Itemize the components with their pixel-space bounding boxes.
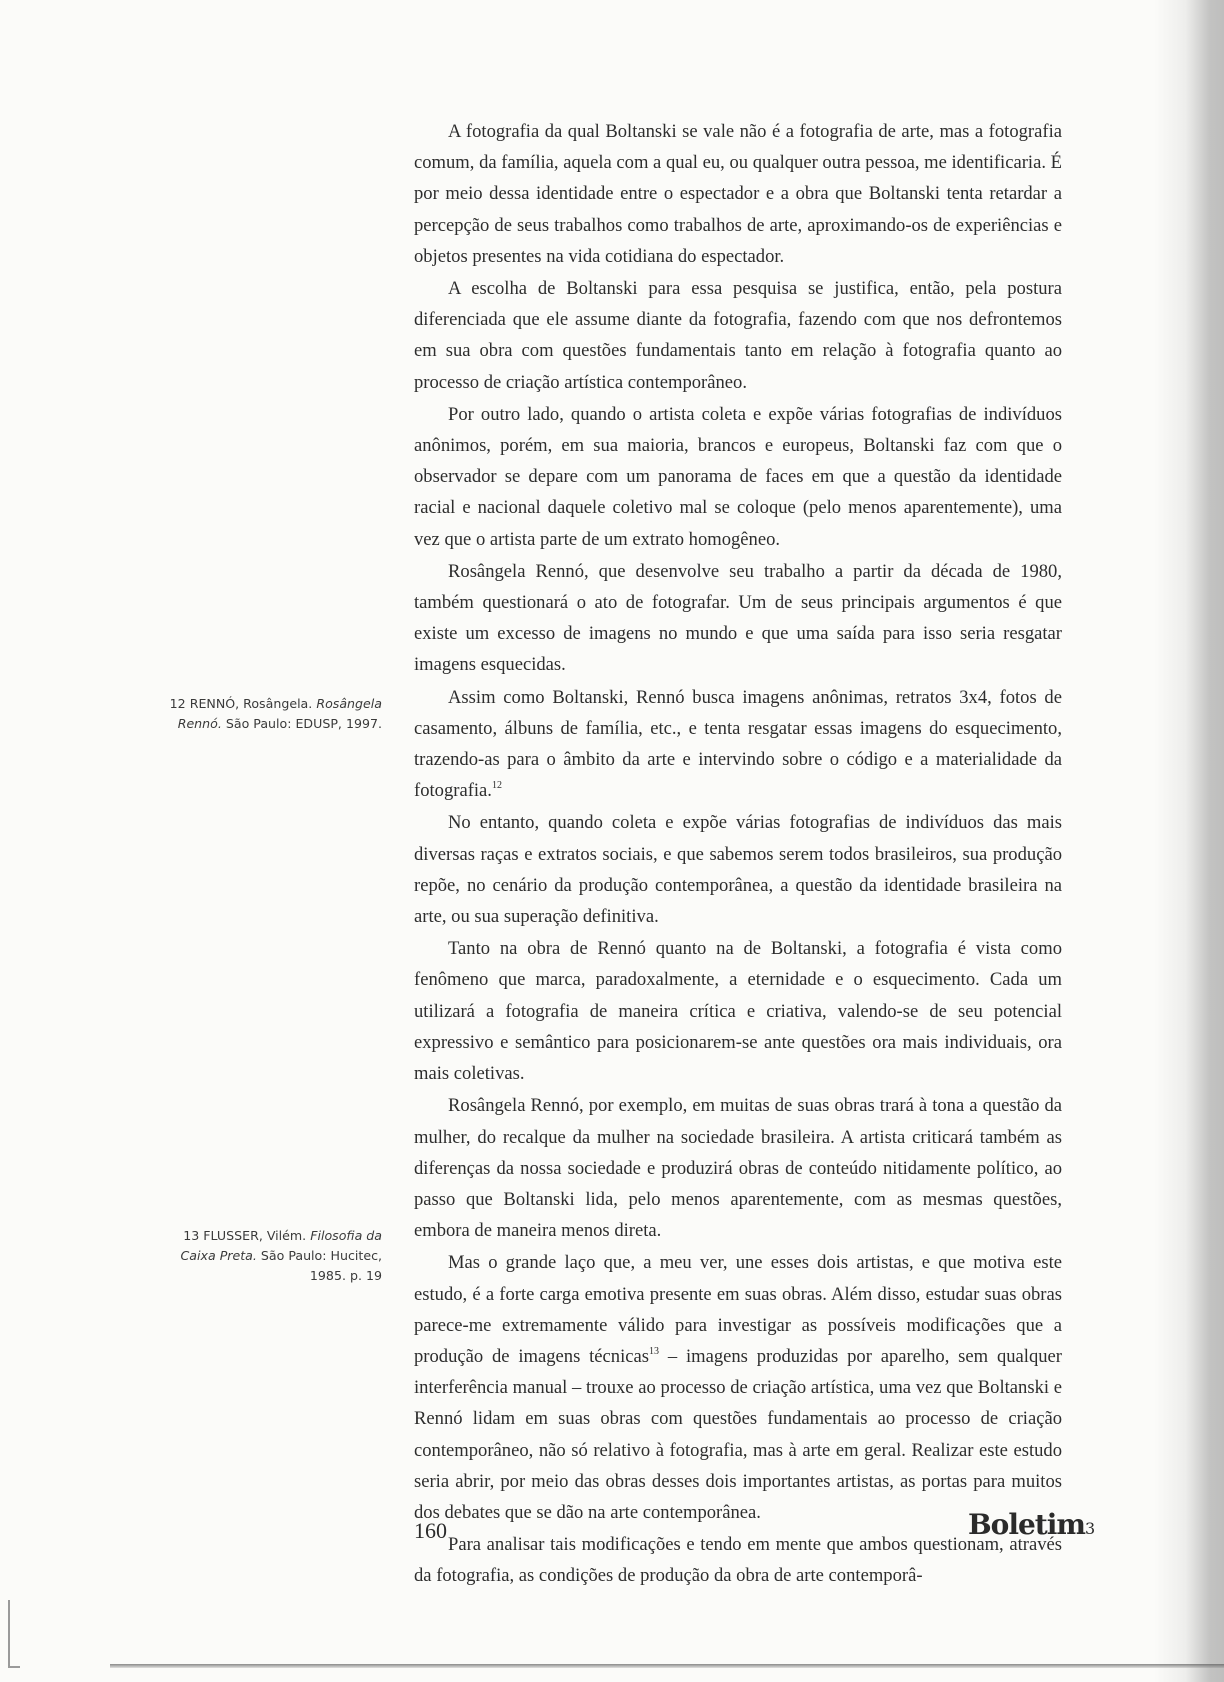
journal-name: Boletim	[968, 1508, 1085, 1541]
crop-mark	[8, 1600, 10, 1668]
paragraph: Rosângela Rennó, que desenvolve seu trabalho a partir da década de 1980, também questionará o ato de fotografar. Um de seus principais argumentos é que existe um excesso de imagens no mundo e que uma saída para isso seria resgatar imagens esquecidas.	[414, 560, 1062, 676]
note-author: RENNÓ, Rosângela.	[189, 696, 313, 711]
note-title: Rosângela Rennó.	[177, 696, 382, 731]
paragraph: Por outro lado, quando o artista coleta e expõe várias fotografias de indivíduos anônimos, porém, em sua maioria, brancos e europeus, Boltanski faz com que o observador se depare com um panorama de faces em que a questão da identidade racial e nacional daquele coletivo mal se coloque (pelo menos aparentemente), uma vez que o artista parte de um extrato homogêneo.	[414, 403, 1062, 550]
margin-note-12	[162, 694, 382, 734]
note-publisher: São Paulo: EDUSP, 1997.	[225, 716, 382, 731]
journal-logo	[968, 1508, 1095, 1541]
journal-issue: 3	[1085, 1519, 1096, 1538]
paragraph-text: Assim como Boltanski, Rennó busca imagens anônimas, retratos 3x4, fotos de casamento, álbuns de família, etc., e tenta resgatar essas imagens do esquecimento, trazendo-as para o âmbito da arte e intervindo sobre o código e a materialidade da fotografia.	[414, 686, 1062, 802]
paragraph	[414, 682, 1062, 807]
footnote-ref-12: 12	[491, 780, 502, 792]
note-number: 13	[183, 1228, 200, 1243]
note-number: 12	[169, 696, 186, 711]
page-number: 160	[414, 1518, 447, 1543]
paragraph-text: Mas o grande laço que, a meu ver, une esses dois artistas, e que motiva este estudo, é a forte carga emotiva presente em suas obras. Além disso, estudar suas obras parece-me extremamente válido para investigar as possíveis modificações que a produção de imagens técnicas	[414, 1252, 1062, 1367]
paragraph: No entanto, quando coleta e expõe várias fotografias de indivíduos das mais diversas raças e extratos sociais, e que sabemos serem todos brasileiros, sua produção repõe, no cenário da produção contemporânea, a questão da identidade brasileira na arte, ou sua superação definitiva.	[414, 812, 1062, 928]
paragraph: Tanto na obra de Rennó quanto na de Boltanski, a fotografia é vista como fenômeno que marca, paradoxalmente, a eternidade e o esquecimento. Cada um utilizará a fotografia de maneira crítica e criativa, valendo-se de seu potencial expressivo e semântico para posicionarem-se ante questões ora mais individuais, ora mais coletivas.	[414, 938, 1062, 1085]
paragraph-text-tail: – imagens produzidas por aparelho, sem qualquer interferência manual – trouxe ao processo de criação artística, uma vez que Boltanski e Rennó lidam em suas obras com questões fundamentais ao processo de criação contemporâneo, não só relativo à fotografia, mas à arte em geral. Realizar este estudo seria abrir, por meio das obras desses dois importantes artistas, as portas para muitos dos debates que se dão na arte contemporânea.	[414, 1345, 1062, 1523]
scan-edge-bottom	[110, 1664, 1224, 1668]
paragraph: Para analisar tais modificações e tendo em mente que ambos questionam, através da fotografia, as condições de produção da obra de arte contemporâ-	[414, 1534, 1062, 1587]
note-author: FLUSSER, Vilém.	[203, 1228, 307, 1243]
paragraph: A fotografia da qual Boltanski se vale não é a fotografia de arte, mas a fotografia comum, da família, aquela com a qual eu, ou qualquer outra pessoa, me identificaria. É por meio dessa identidade entre o espectador e a obra que Boltanski tenta retardar a percepção de seus trabalhos como trabalhos de arte, aproximando-os de experiências e objetos presentes na vida cotidiana do espectador.	[414, 121, 1062, 267]
note-publisher: São Paulo: Hucitec, 1985. p. 19	[260, 1248, 382, 1283]
margin-note-13	[162, 1226, 382, 1286]
footnote-ref-13: 13	[649, 1345, 660, 1357]
paragraph	[414, 1247, 1062, 1528]
paragraph: A escolha de Boltanski para essa pesquisa se justifica, então, pela postura diferenciada que ele assume diante da fotografia, fazendo com que nos defrontemos em sua obra com questões fundamentais tanto em relação à fotografia quanto ao processo de criação artística contemporâneo.	[414, 278, 1062, 393]
paragraph: Rosângela Rennó, por exemplo, em muitas de suas obras trará à tona a questão da mulher, do recalque da mulher na sociedade brasileira. A artista criticará também as diferenças da nossa sociedade e produzirá obras de conteúdo nitidamente político, ao passo que Boltanski lida, pelo menos aparentemente, com as mesmas questões, embora de maneira menos direta.	[414, 1095, 1062, 1242]
crop-mark-horizontal	[8, 1666, 20, 1668]
main-text-column	[414, 116, 1062, 1593]
note-title: Filosofia da Caixa Preta.	[180, 1228, 382, 1263]
scan-shadow-right	[1154, 0, 1224, 1682]
